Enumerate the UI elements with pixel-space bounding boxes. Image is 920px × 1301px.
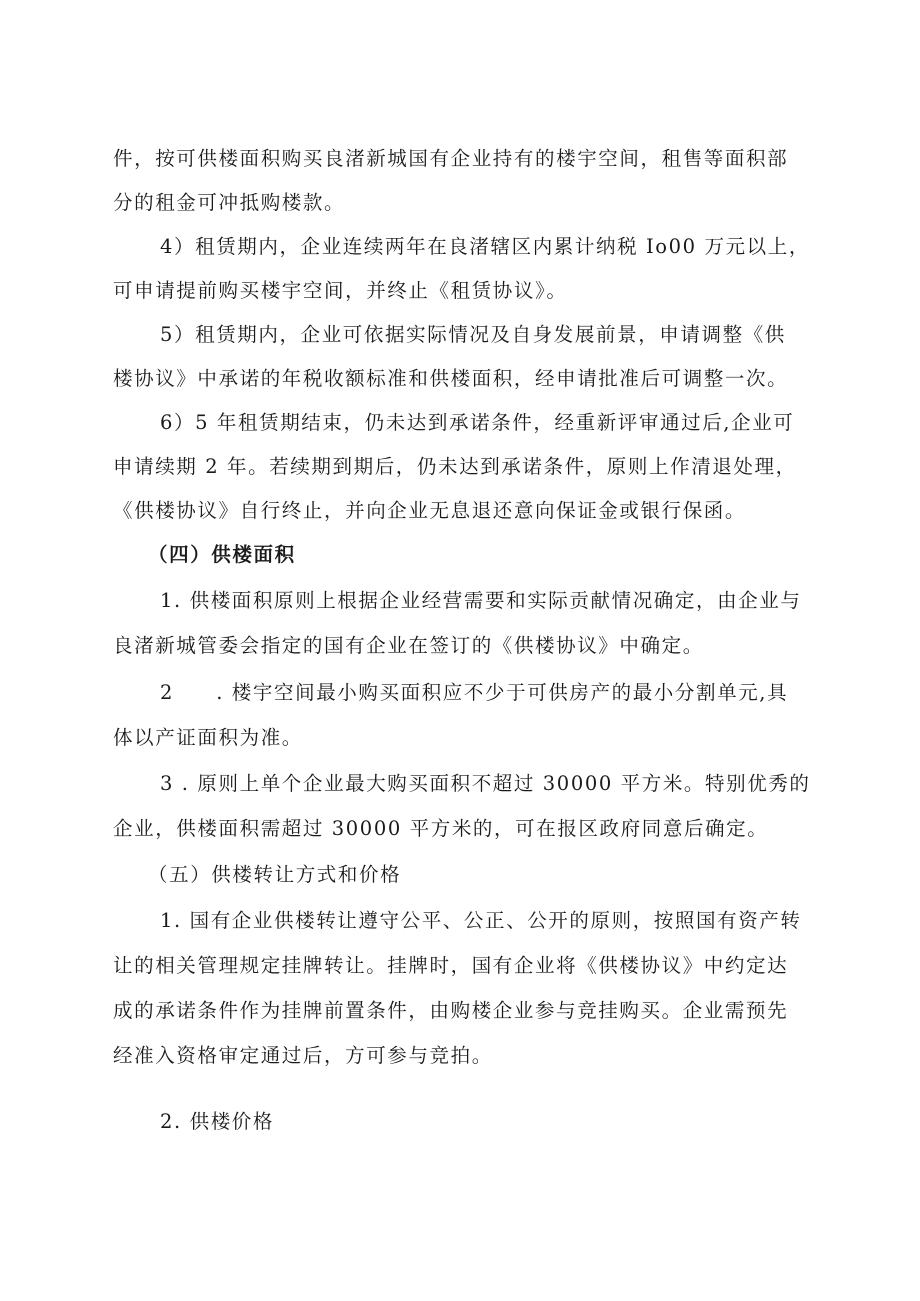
body-line: 分的租金可冲抵购楼款。: [113, 191, 346, 214]
body-line: 2. 供楼价格: [160, 1110, 275, 1133]
body-line: 件，按可供楼面积购买良渚新城国有企业持有的楼宇空间，租售等面积部: [113, 147, 789, 170]
body-line: 2 . 楼宇空间最小购买面积应不少于可供房产的最小分割单元,具: [160, 681, 789, 704]
body-line: 《供楼协议》自行终止，并向企业无息退还意向保证金或银行保函。: [113, 499, 747, 522]
body-line: 让的相关管理规定挂牌转让。挂牌时，国有企业将《供楼协议》中约定达: [113, 954, 789, 977]
body-line: 6）5 年租赁期结束，仍未达到承诺条件，经重新评审通过后,企业可: [160, 411, 795, 434]
body-line: 4）租赁期内，企业连续两年在良渚辖区内累计纳税 Io00 万元以上，: [160, 235, 810, 258]
body-line: 申请续期 2 年。若续期到期后，仍未达到承诺条件，原则上作清退处理，: [113, 455, 797, 478]
body-line: 可申请提前购买楼宇空间，并终止《租赁协议》。: [113, 279, 568, 302]
body-line: 成的承诺条件作为挂牌前置条件，由购楼企业参与竞挂购买。企业需预先: [113, 999, 789, 1022]
body-line: 楼协议》中承诺的年税收额标准和供楼面积，经申请批准后可调整一次。: [113, 367, 789, 390]
body-line: 企业，供楼面积需超过 30000 平方米的，可在报区政府同意后确定。: [113, 817, 769, 840]
body-line: 体以产证面积为准。: [113, 726, 303, 749]
body-line: 5）租赁期内，企业可依据实际情况及自身发展前景，申请调整《供: [160, 323, 786, 346]
body-line: 3 . 原则上单个企业最大购买面积不超过 30000 平方米。特别优秀的: [160, 772, 811, 795]
section-heading: （四）供楼面积: [148, 543, 296, 566]
body-line: 1. 国有企业供楼转让遵守公平、公正、公开的原则，按照国有资产转: [160, 909, 802, 932]
body-line: 1. 供楼面积原则上根据企业经营需要和实际贡献情况确定，由企业与: [160, 589, 802, 612]
body-line: 经准入资格审定通过后，方可参与竞拍。: [113, 1044, 493, 1067]
body-line: 良渚新城管委会指定的国有企业在签订的《供楼协议》中确定。: [113, 634, 704, 657]
section-heading: （五）供楼转让方式和价格: [148, 863, 402, 886]
